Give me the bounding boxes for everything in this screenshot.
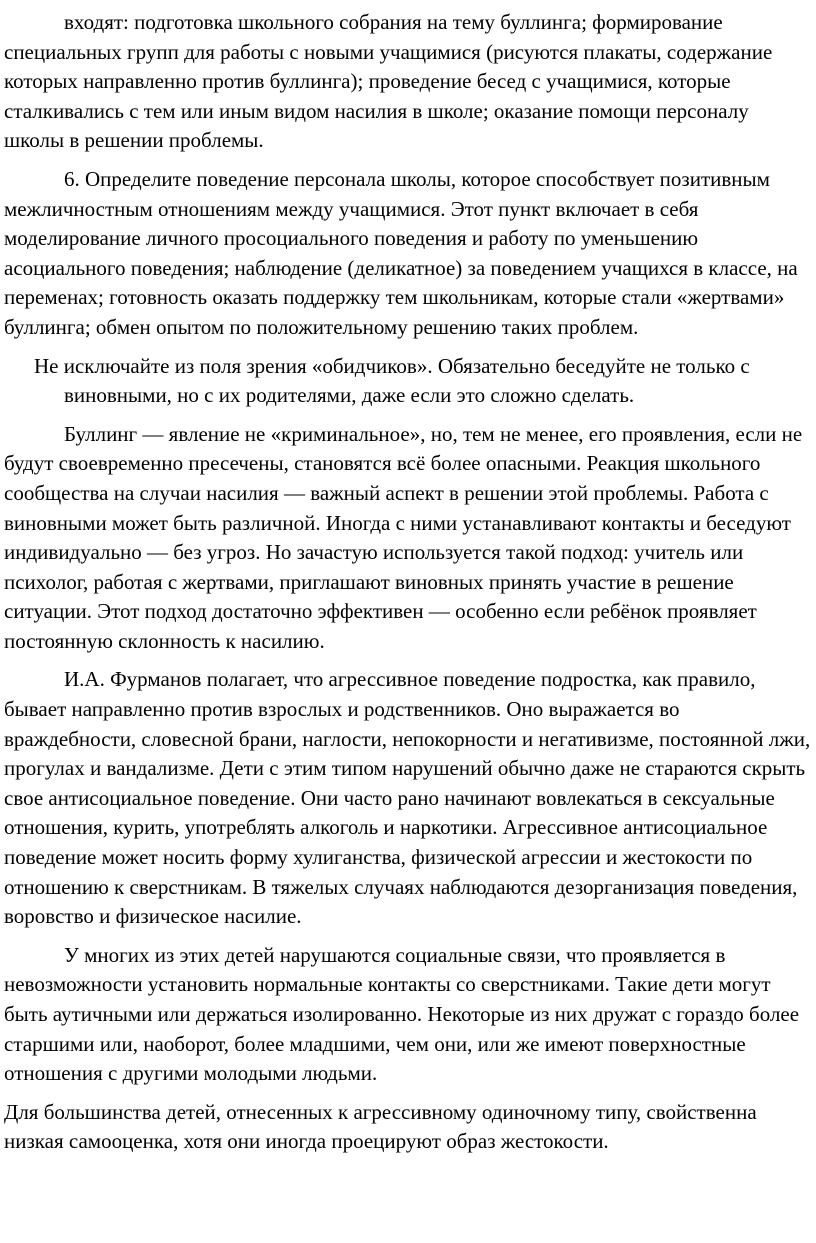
paragraph-bullying-response: Буллинг — явление не «криминальное», но, тем не менее, его проявления, если не будут своевременно пресечены, становятся всё более опасными. Реакция школьного сообщества на случаи насилия — важный аспект в решении этой проблемы. Работа с виновными может быть различной. Иногда с ними устанавливают контакты и беседуют индивидуально — без угроз. Но зачастую используется такой подход: учитель или психолог, работая с жертвами, приглашают виновных принять участие в решение ситуации. Этот подход достаточно эффективен — особенно если ребёнок проявляет постоянную склонность к насилию. [4, 421, 803, 653]
paragraph-social-ties: У многих из этих детей нарушаются социальные связи, что проявляется в невозможности установить нормальные контакты со сверстниками. Такие дети могут быть аутичными или держаться изолированно. Некоторые из них дружат с гораздо более старшими или, наоборот, более младшими, чем они, или же имеют поверхностные отношения с другими молодыми людьми. [4, 942, 800, 1086]
paragraph-continuation: входят: подготовка школьного собрания на тему буллинга; формирование специальных групп для работы с новыми учащимися (рисуются плакаты, содержание которых направленно против буллинга); проведение бесед с учащимися, которые сталкивались с тем или иным видом насилия в школе; оказание помощи персоналу школы в решении проблемы. [4, 10, 773, 153]
paragraph-self-esteem: Для большинства детей, отнесенных к агрессивному одиночному типу, свойственна низкая самооценка, хотя они иногда проецируют образ жестокости. [4, 1099, 757, 1154]
paragraph-furmanov: И.А. Фурманов полагает, что агрессивное поведение подростка, как правило, бывает направленно против взрослых и родственников. Оно выражается во враждебности, словесной брани, наглости, непокорности и негативизме, постоянной лжи, прогулах и вандализме. Дети с этим типом нарушений обычно даже не стараются скрыть свое антисоциальное поведение. Они часто рано начинают вовлекаться в сексуальные отношения, курить, употреблять алкоголь и наркотики. Агрессивное антисоциальное поведение может носить форму хулиганства, физической агрессии и жестокости по отношению к сверстникам. В тяжелых случаях наблюдаются дезорганизация поведения, воровство и физическое насилие. [4, 667, 811, 929]
paragraph-offenders-note: Не исключайте из поля зрения «обидчиков». Обязательно беседуйте не только с виновными, но с их родителями, даже если это сложно сделать. [34, 353, 750, 408]
paragraph-item-6: 6. Определите поведение персонала школы, которое способствует позитивным межличностным отношениям между учащимися. Этот пункт включает в себя моделирование личного просоциального поведения и работу по уменьшению асоциального поведения; наблюдение (деликатное) за поведением учащихся в классе, на переменах; готовность оказать поддержку тем школьникам, которые стали «жертвами» буллинга; обмен опытом по положительному решению таких проблем. [4, 166, 798, 339]
